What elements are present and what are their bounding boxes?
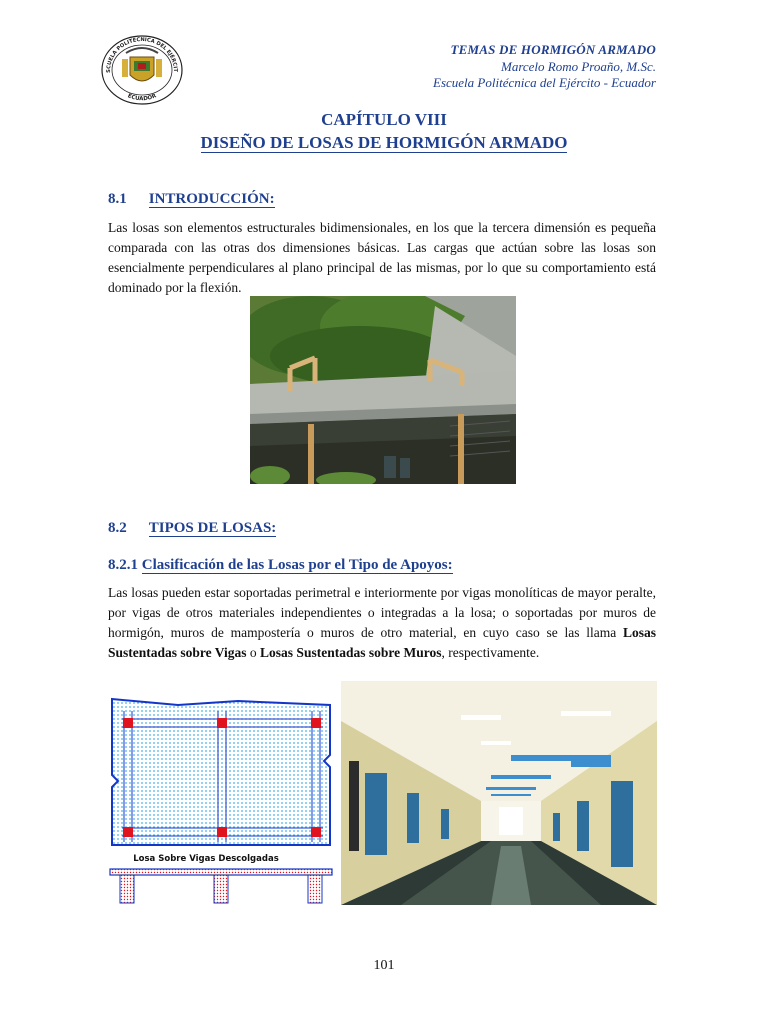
column-marker xyxy=(311,718,321,728)
chapter-title-text: DISEÑO DE LOSAS DE HORMIGÓN ARMADO xyxy=(200,133,568,152)
column-marker xyxy=(123,718,133,728)
term-losas-sobre-muros: Losas Sustentadas sobre Muros xyxy=(260,645,442,660)
paragraph-connector: o xyxy=(246,645,261,660)
diagram-label: Losa Sobre Vigas Descolgadas xyxy=(133,854,279,864)
slab-photo xyxy=(250,296,516,484)
subsection-heading-apoyos xyxy=(108,557,453,574)
section-number: 8.2 xyxy=(108,520,127,536)
header-author: Marcelo Romo Proaño, M.Sc. xyxy=(500,59,656,74)
chapter-title xyxy=(0,133,768,153)
slab-on-beams-diagram xyxy=(108,697,335,907)
section-number: 8.1 xyxy=(108,191,127,207)
intro-paragraph: Las losas son elementos estructurales bidimensionales, en los que la tercera dimensión es pequeña comparada con las otras dos dimensiones básicas. Las cargas que actúan sobre las losas son esencialmente perpendiculares al plano principal de las mismas, por lo que su comportamiento está dominado por la flexión. xyxy=(108,220,656,295)
logo-text-bottom: ECUADOR xyxy=(126,93,158,103)
subsection-number: 8.2.1 xyxy=(108,557,138,573)
support-types-paragraph xyxy=(108,583,656,663)
section-heading-introduccion xyxy=(108,191,275,208)
column-marker xyxy=(217,718,227,728)
term-losas-sobre-vigas: Losas Sustentadas sobre Vigas xyxy=(108,625,656,660)
corridor-photo xyxy=(341,681,657,905)
column-marker xyxy=(311,827,321,837)
logo-text-top: SCUELA POLITÉCNICA DEL EJÉRCIT xyxy=(105,36,179,73)
subsection-title: Clasificación de las Losas por el Tipo de Apoyos: xyxy=(141,557,453,573)
column-marker xyxy=(217,827,227,837)
header-title: TEMAS DE HORMIGÓN ARMADO xyxy=(450,42,656,57)
paragraph-end: , respectivamente. xyxy=(441,645,540,660)
section-heading-tipos xyxy=(108,520,276,537)
school-logo xyxy=(100,33,184,105)
paragraph-start: Las losas pueden estar soportadas perimetral e interiormente por vigas monolíticas de mayor peralte, por vigas de otros materiales independientes o integradas a la losa; o soportadas por muros de hormigón, muros de mampostería o muros de otro material, en cuyo caso se las llama xyxy=(108,585,656,640)
section-title: TIPOS DE LOSAS: xyxy=(148,520,277,536)
chapter-number: CAPÍTULO VIII xyxy=(321,110,447,129)
header-school: Escuela Politécnica del Ejército - Ecuador xyxy=(433,75,656,90)
column-marker xyxy=(123,827,133,837)
section-title: INTRODUCCIÓN: xyxy=(148,191,275,207)
page-number: 101 xyxy=(373,958,395,973)
